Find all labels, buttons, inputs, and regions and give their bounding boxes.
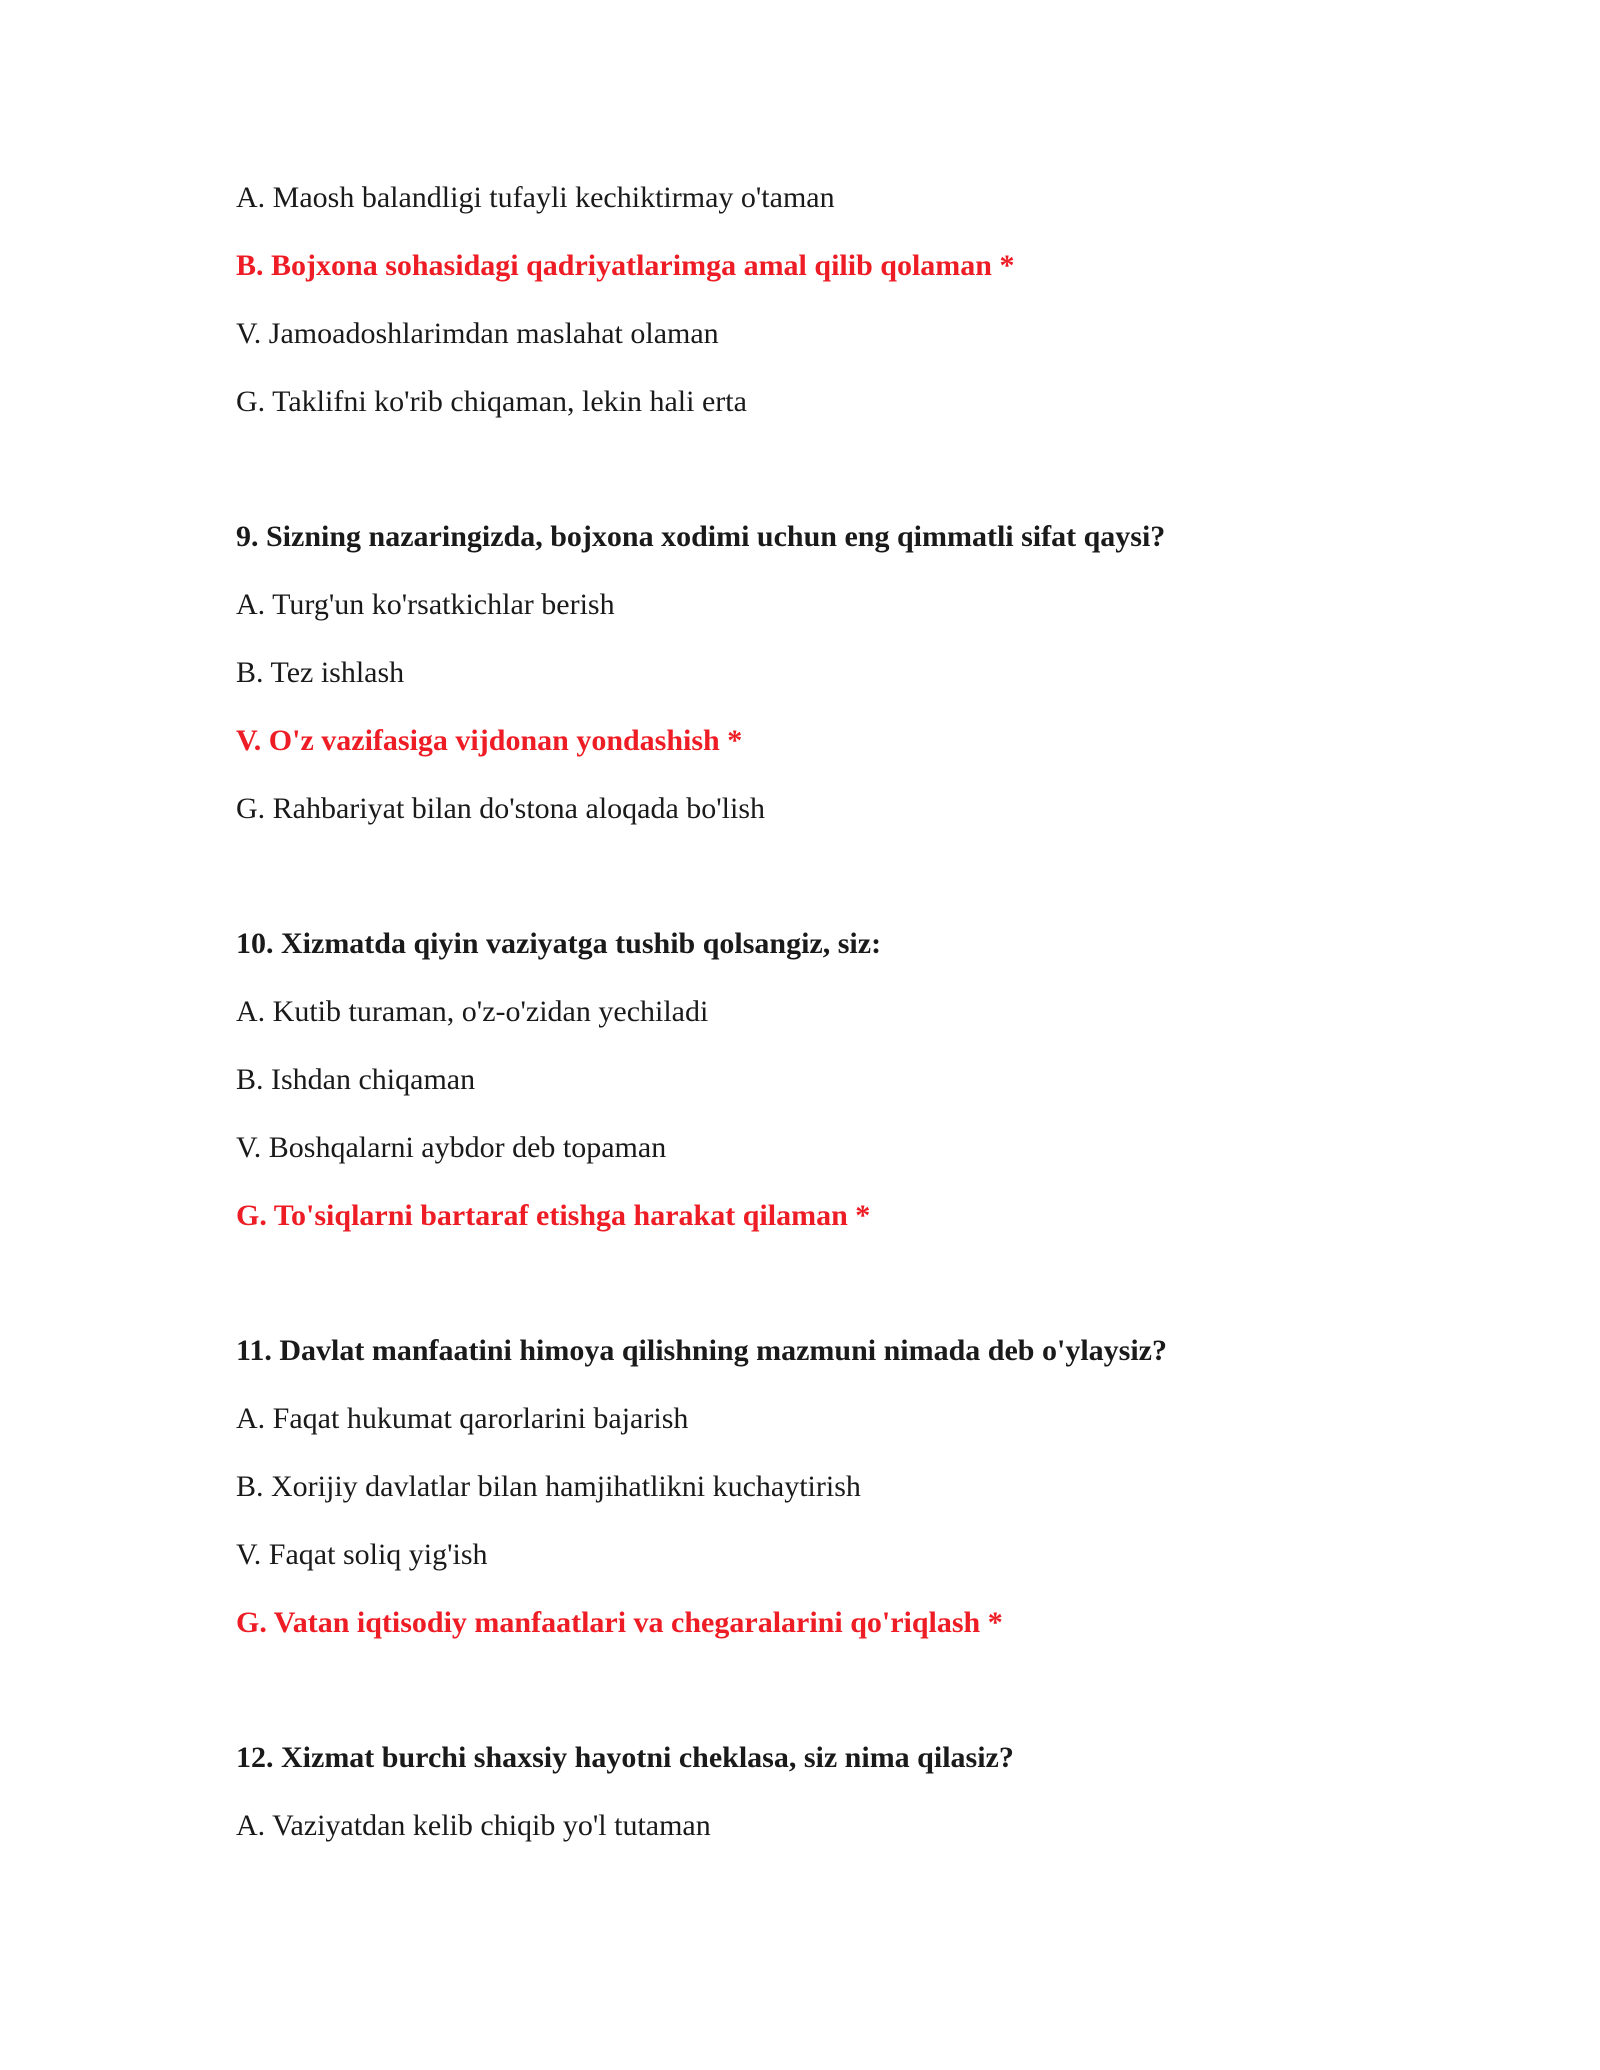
answer-option: V. Boshqalarni aybdor deb topaman <box>236 1131 667 1164</box>
answer-option: V. Faqat soliq yig'ish <box>236 1538 488 1571</box>
answer-option-correct: G. To'siqlarni bartaraf etishga harakat qilaman * <box>236 1199 871 1232</box>
question-title: 12. Xizmat burchi shaxsiy hayotni cheklasa, siz nima qilasiz? <box>236 1741 1014 1774</box>
block-spacer <box>236 1673 1416 1740</box>
question-title: 11. Davlat manfaatini himoya qilishning mazmuni nimada deb o'ylaysiz? <box>236 1334 1167 1367</box>
question-title: 9. Sizning nazaringizda, bojxona xodimi uchun eng qimmatli sifat qaysi? <box>236 520 1166 553</box>
answer-option: B. Tez ishlash <box>236 656 405 689</box>
question-title: 10. Xizmatda qiyin vaziyatga tushib qolsangiz, siz: <box>236 927 882 960</box>
answer-option-correct: B. Bojxona sohasidagi qadriyatlarimga amal qilib qolaman * <box>236 249 1015 282</box>
answer-option: A. Vaziyatdan kelib chiqib yo'l tutaman <box>236 1809 711 1842</box>
block-spacer <box>236 859 1416 926</box>
block-spacer <box>236 1266 1416 1333</box>
answer-option-correct: G. Vatan iqtisodiy manfaatlari va chegaralarini qo'riqlash * <box>236 1606 1003 1639</box>
answer-option-correct: V. O'z vazifasiga vijdonan yondashish * <box>236 724 743 757</box>
answer-option: G. Taklifni ko'rib chiqaman, lekin hali erta <box>236 385 747 418</box>
block-spacer <box>236 452 1416 519</box>
answer-option: B. Xorijiy davlatlar bilan hamjihatlikni kuchaytirish <box>236 1470 861 1503</box>
answer-option: A. Faqat hukumat qarorlarini bajarish <box>236 1402 689 1435</box>
document-page <box>236 180 1416 1876</box>
answer-option: A. Kutib turaman, o'z-o'zidan yechiladi <box>236 995 709 1028</box>
answer-option: B. Ishdan chiqaman <box>236 1063 476 1096</box>
answer-option: A. Maosh balandligi tufayli kechiktirmay o'taman <box>236 181 835 214</box>
answer-option: A. Turg'un ko'rsatkichlar berish <box>236 588 615 621</box>
answer-option: V. Jamoadoshlarimdan maslahat olaman <box>236 317 719 350</box>
answer-option: G. Rahbariyat bilan do'stona aloqada bo'lish <box>236 792 766 825</box>
